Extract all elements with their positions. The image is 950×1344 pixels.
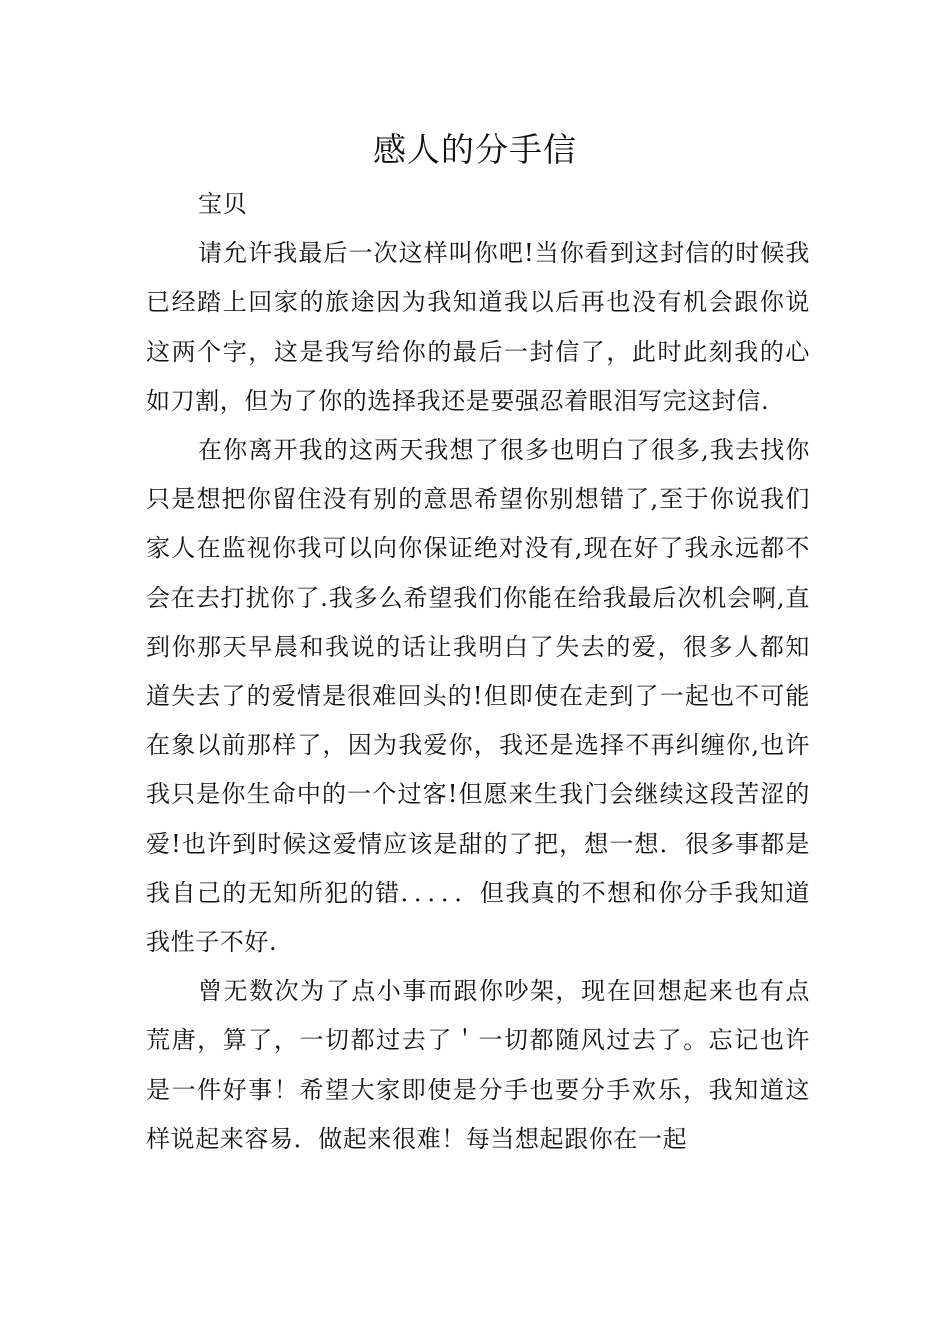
letter-body	[146, 180, 810, 1164]
document-title: 感人的分手信	[373, 130, 577, 169]
paragraph-3: 曾无数次为了点小事而跟你吵架，现在回想起来也有点荒唐，算了，一切都过去了＇一切都随风过去了。忘记也许是一件好事！希望大家即使是分手也要分手欢乐，我知道这样说起来容易．做起来很难！每当想起跟你在一起	[146, 977, 810, 1153]
paragraph-1: 请允许我最后一次这样叫你吧!当你看到这封信的时候我已经踏上回家的旅途因为我知道我以后再也没有机会跟你说这两个字，这是我写给你的最后一封信了，此时此刻我的心如刀割，但为了你的选择我还是要强忍着眼泪写完这封信.	[146, 239, 810, 415]
paragraph-2: 在你离开我的这两天我想了很多也明白了很多,我去找你只是想把你留住没有别的意思希望你别想错了,至于你说我们家人在监视你我可以向你保证绝对没有,现在好了我永远都不会在去打扰你了.我多么希望我们你能在给我最后次机会啊,直到你那天早晨和我说的话让我明白了失去的爱，很多人都知道失去了的爱情是很难回头的!但即使在走到了一起也不可能在象以前那样了，因为我爱你，我还是选择不再纠缠你,也许我只是你生命中的一个过客!但愿来生我门会继续这段苦涩的爱!也许到时候这爱情应该是甜的了把，想一想．很多事都是我自己的无知所犯的错．．．．．但我真的不想和你分手我知道我性子不好.	[146, 436, 810, 957]
salutation: 宝贝	[198, 190, 248, 218]
